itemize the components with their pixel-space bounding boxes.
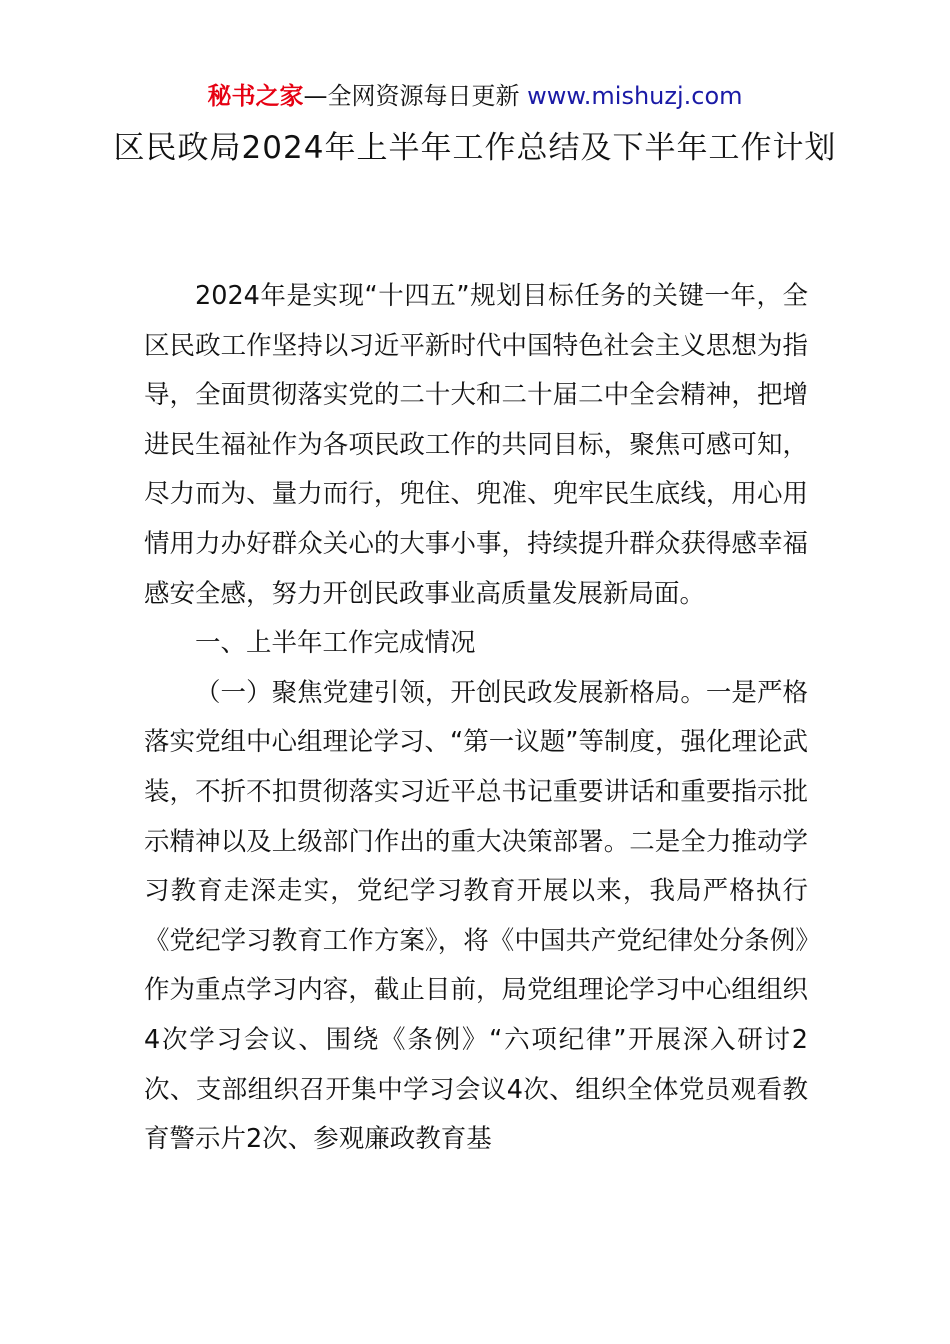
section-heading: 一、上半年工作完成情况 xyxy=(195,628,476,659)
document-title: 区民政局2024年上半年工作总结及下半年工作计划 xyxy=(113,130,837,166)
header-banner xyxy=(0,80,950,112)
banner-tagline: —全网资源每日更新 xyxy=(303,82,528,110)
brand-name: 秘书之家 xyxy=(207,82,304,110)
body-paragraph: （一）聚焦党建引领，开创民政发展新格局。一是严格落实党组中心组理论学习、“第一议题”等制度，强化理论武装，不折不扣贯彻落实习近平总书记重要讲话和重要指示批示精神以及上级部门作出的重大决策部署。二是全力推动学习教育走深走实，党纪学习教育开展以来，我局严格执行《党纪学习教育工作方案》，将《中国共产党纪律处分条例》作为重点学习内容，截止目前，局党组理论学习中心组组织4次学习会议、围绕《条例》“六项纪律”开展深入研讨2次、支部组织召开集中学习会议4次、组织全体党员观看教育警示片2次、参观廉政教育基 xyxy=(144,677,808,1155)
intro-paragraph: 2024年是实现“十四五”规划目标任务的关键一年，全区民政工作坚持以习近平新时代中国特色社会主义思想为指导，全面贯彻落实党的二十大和二十届二中全会精神，把增进民生福祉作为各项民政工作的共同目标，聚焦可感可知，尽力而为、量力而行，兜住、兜准、兜牢民生底线，用心用情用力办好群众关心的大事小事，持续提升群众获得感幸福感安全感，努力开创民政事业高质量发展新局面。 xyxy=(144,281,808,609)
website-link[interactable]: www.mishuzj.com xyxy=(527,82,743,110)
document-body xyxy=(144,272,808,1165)
